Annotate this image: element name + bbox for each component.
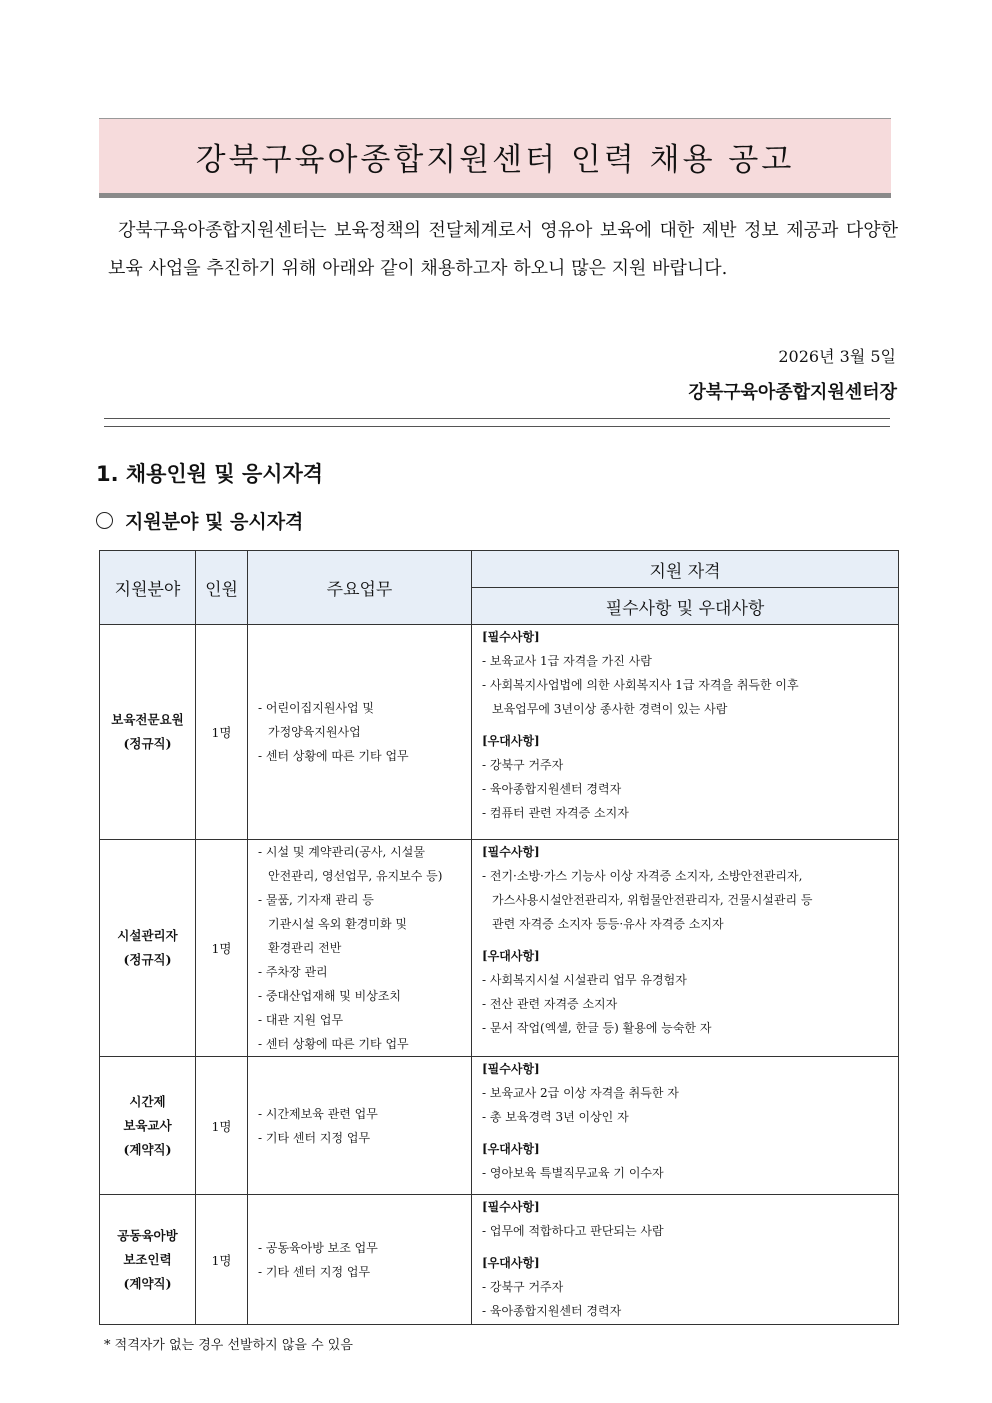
required-item: - 전기·소방·가스 기능사 이상 자격증 소지자, 소방안전관리자, <box>482 869 803 883</box>
duty-line: - 시간제보육 관련 업무 <box>258 1106 378 1121</box>
preferred-item: - 사회복지시설 시설관리 업무 유경험자 <box>482 973 687 987</box>
required-label: [필수사항] <box>482 1200 540 1214</box>
duties-cell <box>248 1057 472 1195</box>
required-item: - 보육교사 2급 이상 자격을 취득한 자 <box>482 1086 679 1100</box>
preferred-item: - 육아종합지원센터 경력자 <box>482 1304 622 1318</box>
double-line-separator <box>104 418 890 427</box>
footnote: * 적격자가 없는 경우 선발하지 않을 수 있음 <box>104 1338 353 1353</box>
table-row <box>100 1195 899 1325</box>
field-line: 보육교사 <box>123 1117 172 1133</box>
field-line: (정규직) <box>123 952 172 967</box>
preferred-item: - 영아보육 특별직무교육 기 이수자 <box>482 1166 664 1180</box>
preferred-item: - 강북구 거주자 <box>482 758 564 772</box>
count-cell: 1명 <box>196 840 248 1057</box>
duty-line: - 어린이집지원사업 및 <box>258 701 375 715</box>
table-row <box>100 840 899 1057</box>
count-cell: 1명 <box>196 1057 248 1195</box>
field-line: (계약직) <box>123 1275 172 1291</box>
preferred-label: [우대사항] <box>482 734 540 748</box>
field-line: 보육전문요원 <box>111 712 184 727</box>
preferred-item: - 육아종합지원센터 경력자 <box>482 782 622 796</box>
header-field: 지원분야 <box>100 551 196 625</box>
table-row <box>100 625 899 840</box>
header-duties: 주요업무 <box>248 551 472 625</box>
header-qualification-sub: 필수사항 및 우대사항 <box>472 588 899 625</box>
table-body <box>100 625 899 1325</box>
required-item: 보육업무에 3년이상 종사한 경력이 있는 사람 <box>492 702 728 716</box>
required-item: - 총 보육경력 3년 이상인 자 <box>482 1110 629 1124</box>
intro-paragraph: 강북구육아종합지원센터는 보육정책의 전달체계로서 영유아 보육에 대한 제반 정보 제공과 다양한 보육 사업을 추진하기 위해 아래와 같이 채용하고자 하오니 많은 지원 바랍니다. <box>108 220 898 279</box>
field-cell <box>100 1195 196 1325</box>
required-item: 관련 자격증 소지자 등등·유사 자격증 소지자 <box>492 917 724 931</box>
duties-cell <box>248 840 472 1057</box>
duty-line: - 물품, 기자재 관리 등 <box>258 893 374 907</box>
qualification-cell <box>472 1057 899 1195</box>
duty-line: - 기타 센터 지정 업무 <box>258 1130 371 1145</box>
duty-line: - 대관 지원 업무 <box>258 1013 344 1027</box>
qualification-cell <box>472 840 899 1057</box>
preferred-label: [우대사항] <box>482 1142 540 1156</box>
qualification-cell <box>472 1195 899 1325</box>
preferred-item: - 컴퓨터 관련 자격증 소지자 <box>482 806 629 820</box>
duty-line: 환경관리 전반 <box>268 941 342 955</box>
section-title: 1. 채용인원 및 응시자격 <box>96 462 324 486</box>
recruitment-table <box>99 550 899 1325</box>
field-line: 보조인력 <box>123 1251 172 1267</box>
announcement-date: 2026년 3월 5일 <box>778 347 896 366</box>
preferred-item: - 문서 작업(엑셀, 한글 등) 활용에 능숙한 자 <box>482 1021 712 1035</box>
circle-bullet-icon <box>96 512 113 529</box>
preferred-label: [우대사항] <box>482 1256 540 1270</box>
table-row <box>100 1057 899 1195</box>
required-item: 가스사용시설안전관리자, 위험물안전관리자, 건물시설관리 등 <box>492 893 813 907</box>
count-cell: 1명 <box>196 1195 248 1325</box>
field-line: (계약직) <box>123 1141 172 1157</box>
field-line: 시간제 <box>129 1093 166 1109</box>
duties-cell <box>248 625 472 840</box>
qualification-cell <box>472 625 899 840</box>
subsection-title <box>96 507 303 534</box>
field-cell <box>100 625 196 840</box>
required-item: - 사회복지사업법에 의한 사회복지사 1급 자격을 취득한 이후 <box>482 678 799 692</box>
duty-line: 기관시설 옥외 환경미화 및 <box>268 917 407 931</box>
required-label: [필수사항] <box>482 845 540 859</box>
duty-line: - 공동육아방 보조 업무 <box>258 1240 378 1255</box>
duty-line: 가정양육지원사업 <box>268 725 361 739</box>
field-cell <box>100 1057 196 1195</box>
duties-cell <box>248 1195 472 1325</box>
required-label: [필수사항] <box>482 630 540 644</box>
field-cell <box>100 840 196 1057</box>
duty-line: 안전관리, 영선업무, 유지보수 등) <box>268 869 443 883</box>
required-item: - 업무에 적합하다고 판단되는 사람 <box>482 1224 664 1238</box>
required-item: - 보육교사 1급 자격을 가진 사람 <box>482 654 652 668</box>
preferred-label: [우대사항] <box>482 949 540 963</box>
duty-line: - 시설 및 계약관리(공사, 시설물 <box>258 845 425 859</box>
subsection-title-text: 지원분야 및 응시자격 <box>125 511 304 533</box>
required-label: [필수사항] <box>482 1062 540 1076</box>
preferred-item: - 강북구 거주자 <box>482 1280 564 1294</box>
preferred-item: - 전산 관련 자격증 소지자 <box>482 997 618 1011</box>
field-line: 공동육아방 <box>117 1227 178 1243</box>
org-signature: 강북구육아종합지원센터장 <box>688 382 897 403</box>
header-qualification: 지원 자격 <box>472 551 899 588</box>
duty-line: - 주차장 관리 <box>258 965 328 979</box>
duty-line: - 기타 센터 지정 업무 <box>258 1264 371 1279</box>
duty-line: - 센터 상황에 따른 기타 업무 <box>258 749 409 763</box>
page-title: 강북구육아종합지원센터 인력 채용 공고 <box>195 141 795 178</box>
duty-line: - 센터 상황에 따른 기타 업무 <box>258 1037 409 1051</box>
header-count: 인원 <box>196 551 248 625</box>
field-line: 시설관리자 <box>117 928 178 943</box>
count-cell: 1명 <box>196 625 248 840</box>
duty-line: - 중대산업재해 및 비상조치 <box>258 989 402 1003</box>
title-banner <box>99 118 891 198</box>
field-line: (정규직) <box>123 736 172 751</box>
